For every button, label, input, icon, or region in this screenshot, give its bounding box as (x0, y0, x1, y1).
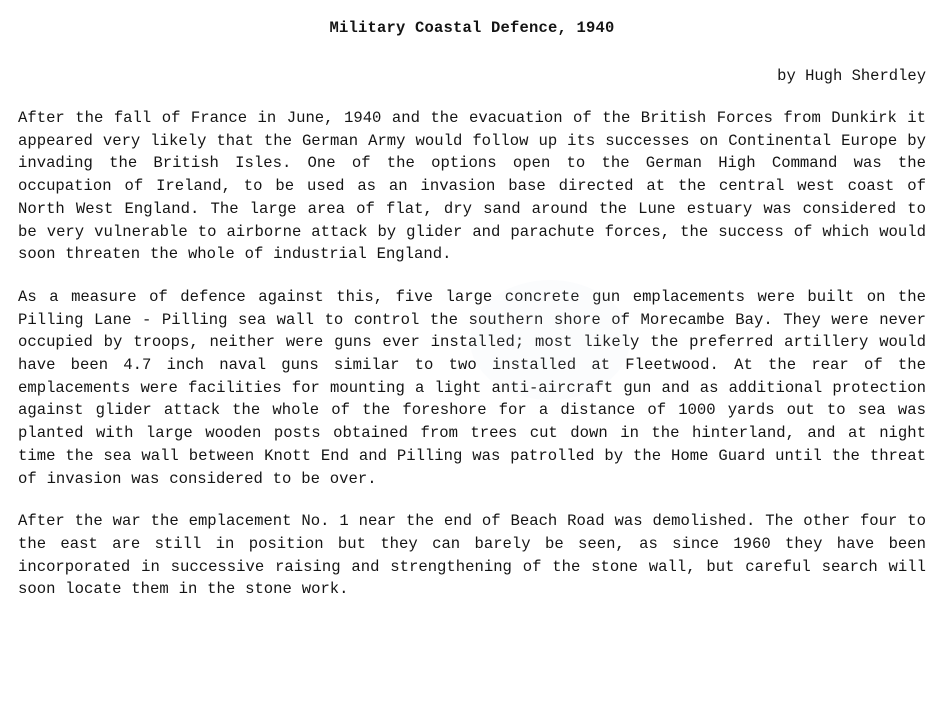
document-title: Military Coastal Defence, 1940 (329, 19, 615, 37)
document-body (18, 107, 926, 601)
author-byline: by Hugh Sherdley (777, 67, 926, 85)
paragraph-1: After the fall of France in June, 1940 and the evacuation of the British Forces from Dunkirk it appeared very likely that the German Army would follow up its successes on Continental Europe by invading the British Isles. One of the options open to the German High Command was the occupation of Ireland, to be used as an invasion base directed at the central west coast of North West England. The large area of flat, dry sand around the Lune estuary was considered to be very vulnerable to airborne attack by glider and parachute forces, the success of which would soon threaten the whole of industrial England. (18, 109, 926, 264)
paragraph-2: As a measure of defence against this, five large concrete gun emplacements were built on the Pilling Lane - Pilling sea wall to control the southern shore of Morecambe Bay. They were never occupied by troops, neither were guns ever installed; most likely the preferred artillery would have been 4.7 inch naval guns similar to two installed at Fleetwood. At the rear of the emplacements were facilities for mounting a light anti-aircraft gun and as additional protection against glider attack the whole of the foreshore for a distance of 1000 yards out to sea was planted with large wooden posts obtained from trees cut down in the hinterland, and at night time the sea wall between Knott End and Pilling was patrolled by the Home Guard until the threat of invasion was considered to be over. (18, 287, 926, 488)
paragraph-3: After the war the emplacement No. 1 near the end of Beach Road was demolished. The other four to the east are still in position but they can barely be seen, as since 1960 they have been incorporated in successive raising and strengthening of the stone wall, but careful search will soon locate them in the stone work. (18, 512, 926, 599)
